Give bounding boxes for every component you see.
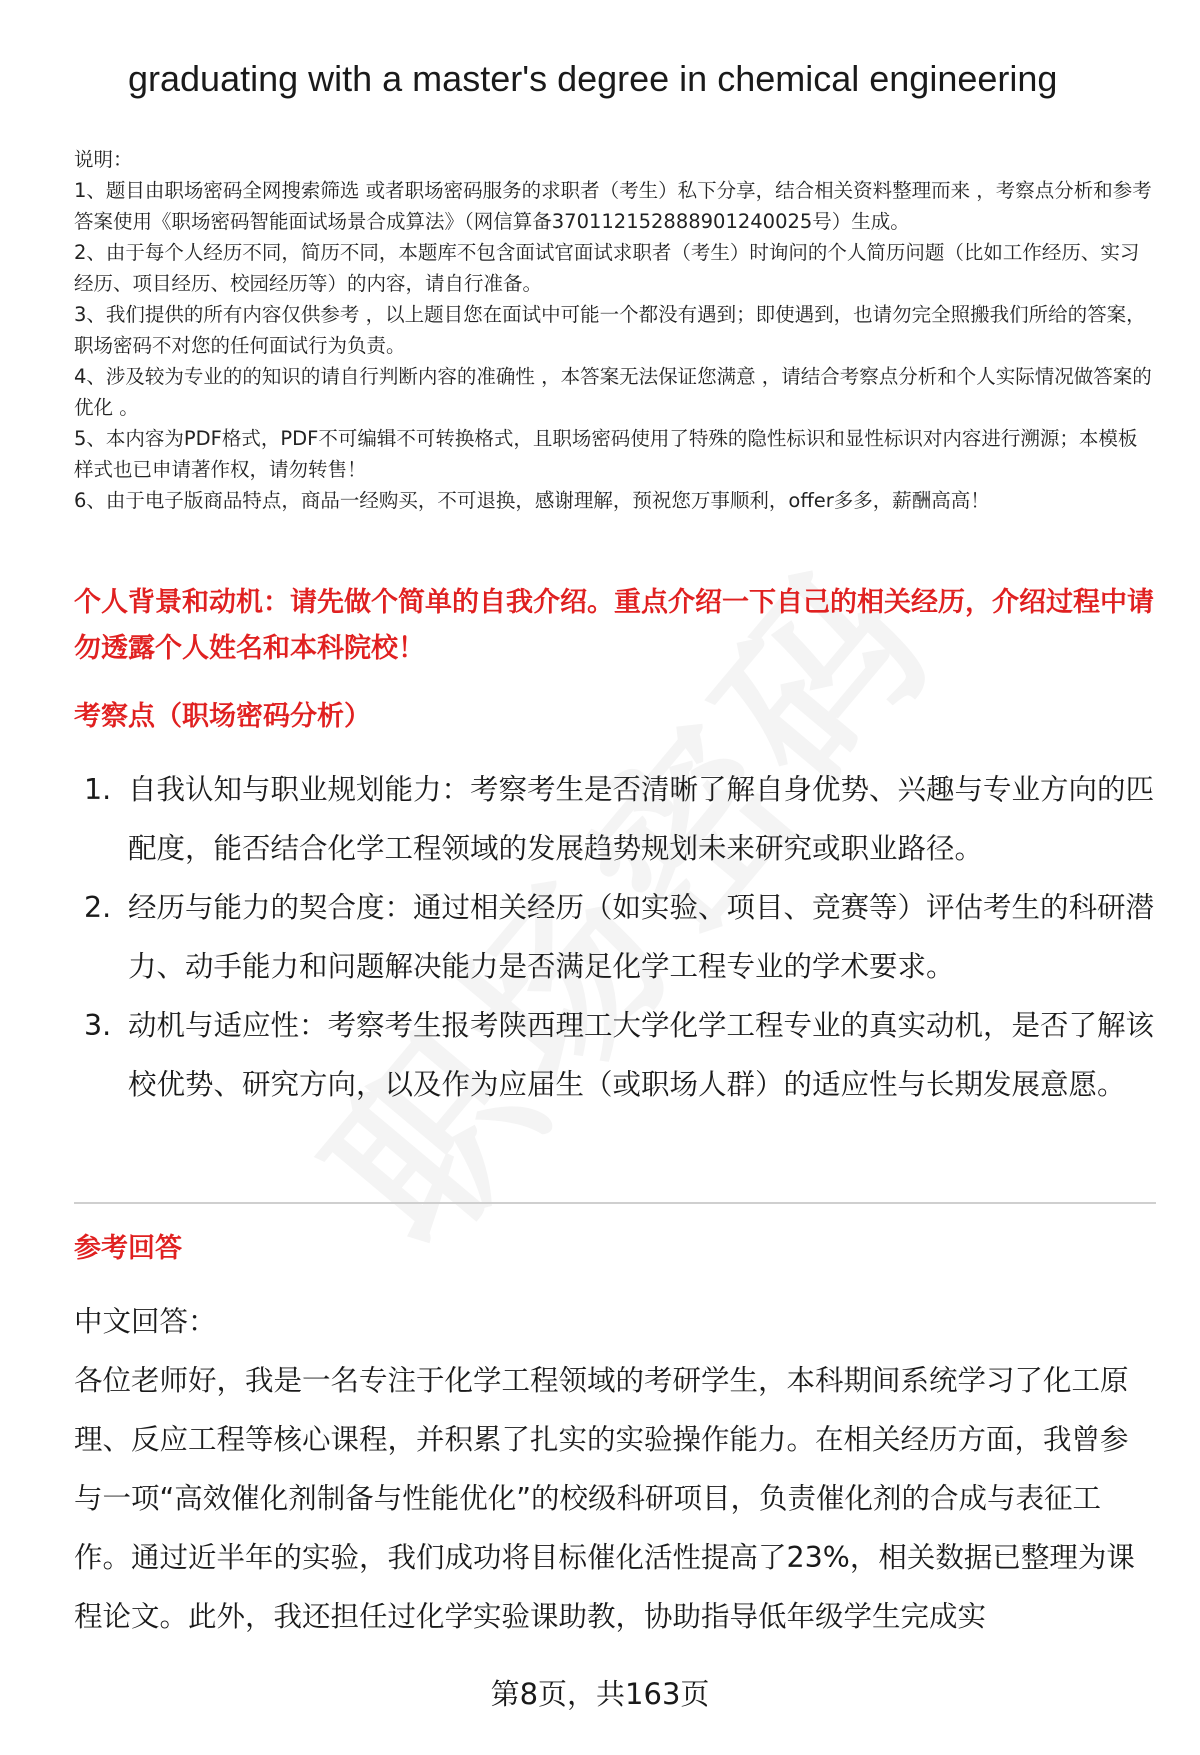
point-number: 2.	[84, 891, 112, 924]
note-item-4: 4、涉及较为专业的的知识的请自行判断内容的准确性 ，本答案无法保证您满意 ，请结合考察点分析和个人实际情况做答案的优化 。	[74, 365, 1152, 419]
answer-subtitle: 中文回答：	[74, 1305, 217, 1338]
note-item-6: 6、由于电子版商品特点，商品一经购买，不可退换，感谢理解，预祝您万事顺利，offer多多，薪酬高高！	[74, 489, 990, 512]
note-item-3: 3、我们提供的所有内容仅供参考 ，以上题目您在面试中可能一个都没有遇到；即使遇到，也请勿完全照搬我们所给的答案，职场密码不对您的任何面试行为负责。	[74, 303, 1146, 357]
point-number: 1.	[84, 773, 112, 806]
answer-body: 各位老师好，我是一名专注于化学工程领域的考研学生，本科期间系统学习了化工原理、反应工程等核心课程，并积累了扎实的实验操作能力。在相关经历方面，我曾参与一项“高效催化剂制备与性能优化”的校级科研项目，负责催化剂的合成与表征工作。通过近半年的实验，我们成功将目标催化活性提高了23%，相关数据已整理为课程论文。此外，我还担任过化学实验课助教，协助指导低年级学生完成实	[74, 1364, 1135, 1633]
point-number: 3.	[84, 1009, 112, 1042]
interview-question: 个人背景和动机：请先做个简单的自我介绍。重点介绍一下自己的相关经历，介绍过程中请勿透露个人姓名和本科院校！	[74, 587, 1154, 664]
point-text: 动机与适应性：考察考生报考陕西理工大学化学工程专业的真实动机，是否了解该校优势、研究方向，以及作为应届生（或职场人群）的适应性与长期发展意愿。	[128, 1009, 1155, 1101]
point-text: 经历与能力的契合度：通过相关经历（如实验、项目、竞赛等）评估考生的科研潜力、动手能力和问题解决能力是否满足化学工程专业的学术要求。	[128, 891, 1155, 983]
reference-title: 参考回答	[74, 1233, 182, 1264]
section-divider	[74, 1202, 1156, 1204]
note-item-2: 2、由于每个人经历不同，简历不同，本题库不包含面试官面试求职者（考生）时询问的个人简历问题（比如工作经历、实习经历、项目经历、校园经历等）的内容，请自行准备。	[74, 241, 1140, 295]
analysis-title: 考察点（职场密码分析）	[74, 701, 371, 732]
page-header-title: graduating with a master's degree in chemical engineering	[128, 58, 1058, 99]
note-item-1: 1、题目由职场密码全网搜索筛选 或者职场密码服务的求职者（考生）私下分享，结合相关资料整理而来 ，考察点分析和参考答案使用《职场密码智能面试场景合成算法》（网信算备370112152888901240025号）生成。	[74, 179, 1152, 233]
notes-section	[74, 144, 1154, 516]
analysis-point	[74, 878, 1154, 996]
page-number: 第8页，共163页	[490, 1677, 710, 1711]
analysis-point	[74, 996, 1154, 1114]
analysis-point	[74, 760, 1154, 878]
reference-answer	[74, 1292, 1156, 1646]
notes-label: 说明：	[74, 148, 133, 171]
note-item-5: 5、本内容为PDF格式，PDF不可编辑不可转换格式，且职场密码使用了特殊的隐性标识和显性标识对内容进行溯源；本模板样式也已申请著作权，请勿转售！	[74, 427, 1138, 481]
analysis-points	[74, 760, 1154, 1114]
point-text: 自我认知与职业规划能力：考察考生是否清晰了解自身优势、兴趣与专业方向的匹配度，能否结合化学工程领域的发展趋势规划未来研究或职业路径。	[128, 773, 1155, 865]
